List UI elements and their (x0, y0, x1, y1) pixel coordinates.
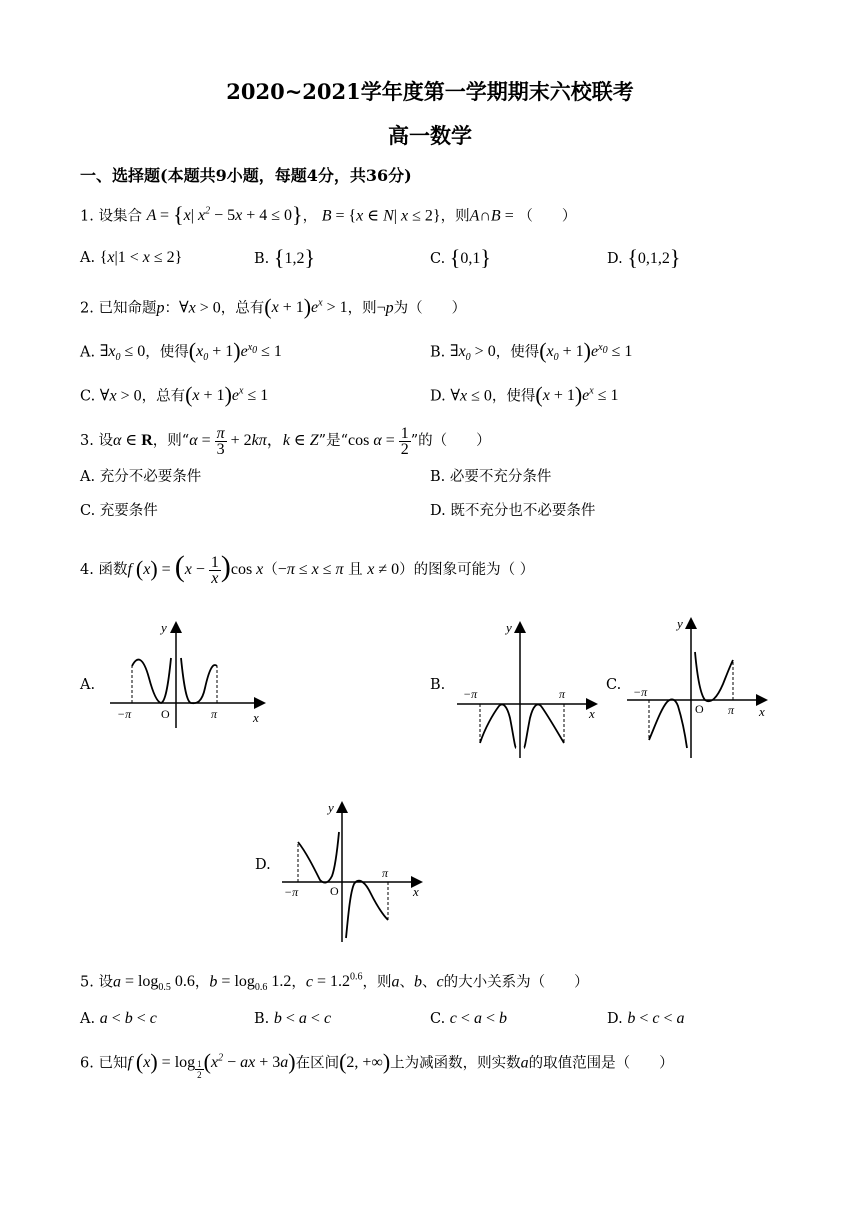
q2-opt-b-label: B. (430, 344, 446, 361)
a-pi: π (211, 707, 218, 721)
q2-colon: ： (164, 300, 179, 317)
exam-title: 2020~2021学年度第一学期期末六校联考 (226, 79, 634, 104)
d-curve-left (298, 832, 339, 883)
q1-comma: ， (302, 208, 318, 225)
q5-opt-b-label: B. (254, 1011, 270, 1027)
q4-graph-c (625, 614, 775, 760)
c-curve-right (695, 652, 733, 701)
q5-dun-2: 、 (422, 974, 437, 991)
q2-opt-d-label: D. (430, 388, 446, 405)
q4-domain: −π ≤ x ≤ π (277, 561, 344, 578)
a-origin: O (161, 707, 170, 721)
a-curve-left (132, 658, 171, 703)
q1-opt-b-math: {1,2} (273, 245, 315, 270)
q1-opt-b-label: B. (254, 251, 270, 267)
q5-dun-1: 、 (399, 974, 415, 991)
c-neg-pi: −π (633, 685, 648, 699)
b-x-label: x (589, 706, 595, 721)
a-x-label: x (253, 710, 259, 725)
q5-option-c (430, 1009, 507, 1029)
q5-opt-c-label: C. (430, 1011, 446, 1027)
q1-option-b (254, 245, 315, 270)
q1-opt-d-label: D. (607, 251, 623, 267)
q4-number: 4. 函数 (80, 562, 128, 578)
q2-opt-c-label: C. (80, 388, 96, 405)
q3-option-a: A. 充分不必要条件 (80, 469, 202, 485)
q2-opt-d-word: ，使得 (491, 388, 536, 405)
q4-function: f (x) = (x − $\frac{1}{x}$ )cos x (127, 550, 264, 587)
q2-opt-b-math1: $\exists x_0 > 0$ (449, 343, 496, 364)
q2-always: ，总有 (220, 300, 265, 317)
q2-tail: 为（ ） (393, 300, 467, 317)
q4-label-a: A. (80, 677, 96, 693)
q5-number: 5. 设 (80, 974, 113, 991)
q2-option-b (430, 338, 632, 369)
q2-opt-b-word: ，使得 (495, 344, 540, 361)
question-5 (80, 968, 589, 999)
q5-option-a (80, 1009, 157, 1029)
q6-mid: 在区间 (295, 1055, 340, 1072)
q2-opt-a-math1: $\exists x_0 \le 0$ (99, 343, 146, 364)
q1-set-a: A = {x| $x^2 - 5x + 4 \le 0$} (146, 202, 303, 228)
q1-tail: （ ） (518, 208, 577, 225)
d-pi: π (382, 866, 389, 880)
q3-option-b: B. 必要不充分条件 (430, 469, 552, 485)
q2-opt-c-math1: ∀x > 0 (99, 387, 142, 405)
q1-set-b: B = {x ∈ N| x ≤ 2} (321, 207, 441, 225)
c-curve-left (649, 699, 687, 748)
q6-mid2: 上为减函数，则实数 (390, 1055, 521, 1072)
q3-option-c: C. 充要条件 (80, 503, 158, 519)
q5-tail: 的大小关系为（ ） (443, 974, 589, 991)
q5-var-a: a (391, 973, 400, 991)
q6-number: 6. 已知 (80, 1055, 128, 1072)
q1-then: ，则 (440, 208, 470, 225)
d-x-label: x (413, 884, 419, 899)
q3-alpha-in-r: α ∈ R (112, 432, 153, 450)
q2-opt-a-label: A. (80, 344, 96, 361)
q2-option-c (80, 382, 268, 406)
q2-p: p (156, 299, 165, 317)
q1-number: 1. 设集合 (80, 208, 142, 225)
q4-label-c: C. (606, 677, 622, 693)
c-pi: π (728, 703, 735, 717)
q1-option-d (607, 245, 681, 270)
question-6 (80, 1046, 674, 1083)
q6-tail: 的取值范围是（ ） (528, 1055, 674, 1072)
q4-label-d: D. (255, 857, 271, 873)
q4-paren-open: （ (263, 562, 278, 578)
q3-option-d: D. 既不充分也不必要条件 (430, 503, 596, 519)
q6-var-a: a (520, 1054, 529, 1072)
q2-opt-d-math1: ∀x ≤ 0 (450, 387, 492, 405)
q5-b-def: $b = \log_{0.6} 1.2$ (209, 973, 292, 994)
q3-tail: ”的（ ） (410, 433, 491, 450)
q1-opt-c-label: C. (430, 251, 446, 267)
q5-option-d (607, 1009, 685, 1029)
q4-graph-b (455, 618, 605, 760)
a-curve-right (181, 658, 217, 703)
q4-graph-d (280, 798, 430, 944)
q3-number: 3. 设 (80, 433, 113, 450)
q5-sep-1: ， (194, 974, 210, 991)
q4-x-nonzero: x ≠ 0 (367, 561, 400, 578)
c-y-label: y (677, 616, 683, 631)
q5-opt-d-math: b < c < a (627, 1010, 685, 1027)
question-4 (80, 550, 534, 587)
q2-option-d (430, 382, 619, 406)
b-curve-right (524, 705, 564, 749)
q5-opt-a-label: A. (80, 1011, 96, 1027)
q3-then: ，则“ (152, 433, 190, 450)
question-2 (80, 294, 466, 318)
q4-and: 且 (348, 562, 363, 578)
question-1 (80, 202, 576, 226)
c-x-label: x (759, 704, 765, 719)
q6-interval: (2, +∞) (339, 1049, 391, 1075)
q2-opt-a-word: ，使得 (145, 344, 189, 361)
a-y-label: y (161, 620, 167, 635)
q3-mid: ”是“ (318, 433, 348, 450)
q5-opt-a-math: a < b < c (99, 1010, 157, 1027)
q5-opt-c-math: c < a < b (449, 1010, 507, 1027)
q2-opt-c-math2: $(x + 1)e^x \le 1$ (185, 382, 269, 408)
a-neg-pi: −π (117, 707, 132, 721)
q5-var-c: c (436, 973, 444, 991)
q4-tail: ）的图象可能为（ ） (399, 562, 535, 578)
d-origin: O (330, 884, 339, 898)
q4-graph-a (105, 618, 275, 730)
q6-function: f (x) = log $_{\frac{1}{2}}$ ($x^2$ − ax + 3a) (127, 1049, 296, 1080)
q2-opt-b-math2: $(x_0 + 1)e^{x_0} \le 1$ (539, 338, 633, 364)
q5-opt-d-label: D. (607, 1011, 623, 1027)
q2-not-p: ¬p (376, 299, 394, 317)
q5-option-b (254, 1009, 331, 1029)
c-origin: O (695, 702, 704, 716)
q4-label-b: B. (430, 677, 446, 693)
b-neg-pi: −π (463, 687, 478, 701)
question-3 (80, 426, 491, 457)
q5-opt-b-math: b < a < c (273, 1010, 332, 1027)
q1-opt-d-math: {0,1,2} (627, 245, 681, 270)
q2-number: 2. 已知命题 (80, 300, 157, 317)
q1-opt-c-math: {0,1} (449, 245, 491, 270)
q1-opt-a-label: A. (80, 250, 96, 266)
q2-expr: $(x + 1)e^x > 1$ (264, 294, 348, 320)
q2-opt-a-math2: $(x_0 + 1)e^{x_0} \le 1$ (188, 338, 282, 364)
q3-condition: α = $\frac{\pi}{3}$ + 2kπ，k ∈ Z (189, 425, 319, 458)
q2-opt-d-math2: $(x + 1)e^x \le 1$ (535, 382, 619, 408)
q2-option-a (80, 338, 282, 369)
q5-sep-2: ， (291, 974, 306, 991)
exam-subject: 高一数学 (388, 123, 472, 148)
q3-cos: cos α = $\frac{1}{2}$ (348, 425, 409, 458)
b-pi: π (559, 687, 566, 701)
d-neg-pi: −π (284, 885, 299, 899)
q1-intersection: A∩B = (469, 207, 514, 225)
q1-option-c (430, 245, 491, 270)
b-curve-left (480, 705, 516, 749)
q5-c-def: $c = 1.2^{0.6}$ (305, 972, 363, 991)
q2-opt-c-word: ，总有 (141, 388, 186, 405)
q5-a-def: $a = \log_{0.5} 0.6$ (112, 973, 195, 994)
b-y-label: y (506, 620, 512, 635)
q5-var-b: b (414, 973, 423, 991)
q2-then: ，则 (347, 300, 377, 317)
q5-then: ，则 (362, 974, 392, 991)
q1-opt-a-math: {x|1 < x ≤ 2} (99, 249, 183, 266)
d-y-label: y (328, 800, 334, 815)
section-heading: 一、选择题(本题共9小题，每题4分，共36分) (80, 166, 412, 185)
q1-option-a (80, 248, 182, 268)
d-curve-right (346, 881, 388, 938)
q2-forall: ∀x > 0 (178, 299, 221, 317)
